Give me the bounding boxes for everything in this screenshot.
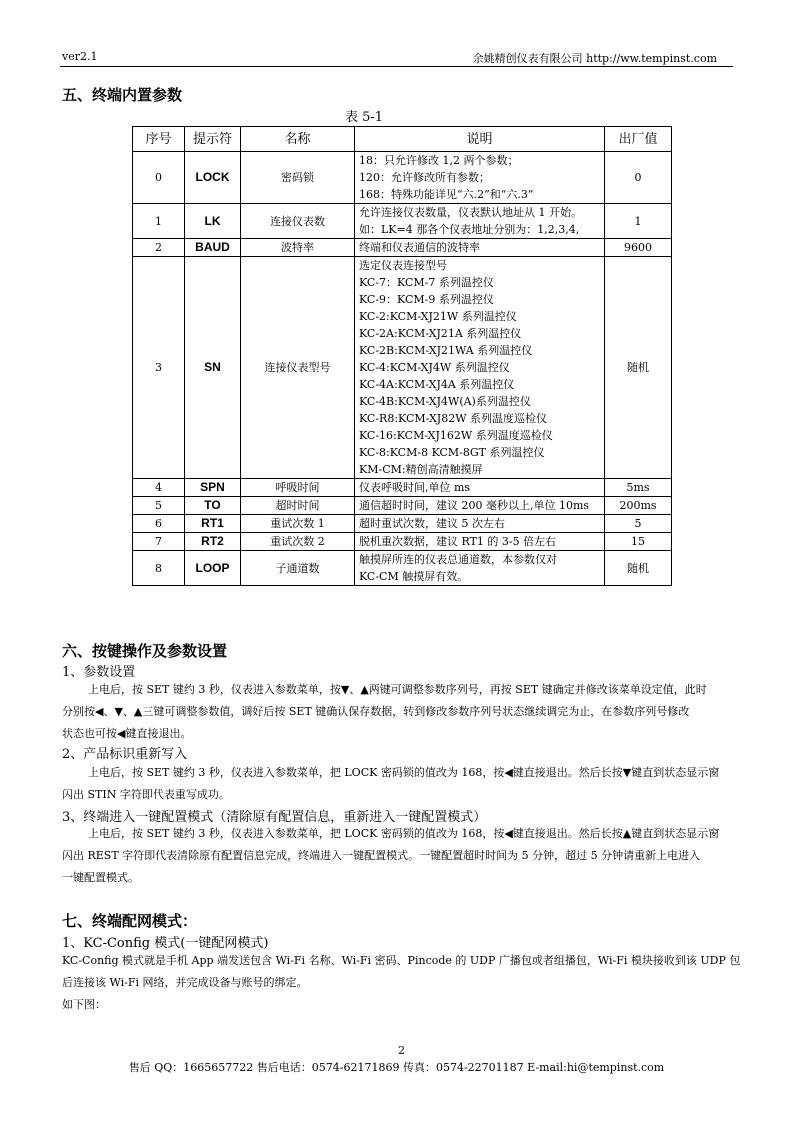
table-row [133,152,672,204]
table-caption: 表 5-1 [345,110,384,125]
table-row [133,551,672,586]
paragraph-line: 闪出 STIN 字符即代表重写成功。 [62,788,230,801]
cell-no: 6 [133,515,185,533]
cell-desc [355,515,605,533]
table-body [133,152,672,586]
paragraph-line: 上电后，按 SET 键约 3 秒，仪表进入参数菜单，按▼、▲两键可调整参数序列号，再按 SET 键确定并修改该菜单设定值，此时 [88,683,707,696]
desc-line: KC-9：KCM-9 系列温控仪 [359,293,494,306]
col-header-no: 序号 [133,127,185,152]
cell-desc [355,551,605,586]
desc-line: 如：LK=4 那各个仪表地址分别为：1,2,3,4, [359,223,580,236]
desc-line: KC-16:KCM-XJ162W 系列温度巡检仪 [359,429,553,442]
cell-default: 9600 [605,239,672,257]
desc-line: KC-2:KCM-XJ21W 系列温控仪 [359,310,517,323]
parameter-table [132,126,672,586]
section6-sub2: 2、产品标识重新写入 [62,747,188,762]
cell-code: LOCK [185,152,241,204]
table-row [133,239,672,257]
desc-line: 仪表呼吸时间,单位 ms [359,481,471,494]
desc-line: 脱机重次数据，建议 RT1 的 3-5 倍左右 [359,535,557,548]
desc-line: KC-R8:KCM-XJ82W 系列温度巡检仪 [359,412,548,425]
desc-line: 允许连接仪表数量，仪表默认地址从 1 开始。 [359,206,582,219]
cell-code: SN [185,257,241,479]
section6-paragraph-1 [62,679,746,745]
cell-name: 波特率 [241,239,355,257]
cell-default: 随机 [605,551,672,586]
desc-line: KC-4A:KCM-XJ4A 系列温控仪 [359,378,515,391]
cell-name: 密码锁 [241,152,355,204]
cell-default: 0 [605,152,672,204]
cell-desc [355,239,605,257]
desc-line: 选定仪表连接型号 [359,259,447,272]
paragraph-line: 闪出 REST 字符即代表清除原有配置信息完成，终端进入一键配置模式。一键配置超时时间为 5 分钟，超过 5 分钟请重新上电进入 [62,849,701,862]
cell-desc [355,204,605,239]
table-row [133,479,672,497]
page-number: 2 [398,1044,405,1057]
paragraph-line: 如下图： [62,998,106,1011]
cell-no: 4 [133,479,185,497]
desc-line: KC-8:KCM-8 KCM-8GT 系列温控仪 [359,446,545,459]
table-row [133,204,672,239]
cell-no: 2 [133,239,185,257]
cell-no: 1 [133,204,185,239]
header-company-site: 余姚精创仪表有限公司 http://ww.tempinst.com [472,52,717,65]
desc-line: KC-2B:KCM-XJ21WA 系列温控仪 [359,344,533,357]
desc-line: 120：允许修改所有参数； [359,171,490,184]
section5-title: 五、终端内置参数 [62,86,183,104]
desc-line: 18：只允许修改 1,2 两个参数； [359,154,519,167]
cell-code: LK [185,204,241,239]
cell-no: 0 [133,152,185,204]
col-header-desc: 说明 [355,127,605,152]
cell-name: 超时时间 [241,497,355,515]
cell-code: SPN [185,479,241,497]
desc-line: 通信超时时间，建议 200 毫秒以上,单位 10ms [359,499,590,512]
cell-code: RT2 [185,533,241,551]
table-row [133,515,672,533]
cell-name: 重试次数 2 [241,533,355,551]
table-row [133,533,672,551]
header-divider [60,66,733,67]
cell-code: BAUD [185,239,241,257]
paragraph-line: 上电后，按 SET 键约 3 秒，仪表进入参数菜单，把 LOCK 密码锁的值改为 168，按◀键直接退出。然后长按▼键直到状态显示窗 [88,766,720,779]
cell-desc [355,497,605,515]
desc-line: 终端和仪表通信的波特率 [359,241,480,254]
cell-default: 1 [605,204,672,239]
cell-desc [355,152,605,204]
desc-line: KM-CM:精创高清触摸屏 [359,463,483,476]
header-version: ver2.1 [62,50,98,63]
section6-sub3: 3、终端进入一键配置模式（清除原有配置信息，重新进入一键配置模式） [62,810,487,825]
cell-desc [355,479,605,497]
col-header-name: 名称 [241,127,355,152]
section6-title: 六、按键操作及参数设置 [62,642,228,660]
paragraph-line: 上电后，按 SET 键约 3 秒，仪表进入参数菜单，把 LOCK 密码锁的值改为 168，按◀键直接退出。然后长按▲键直到状态显示窗 [88,827,720,840]
cell-name: 连接仪表型号 [241,257,355,479]
section6-paragraph-2 [62,762,746,806]
desc-line: KC-4B:KCM-XJ4W(A)系列温控仪 [359,395,531,408]
desc-line: KC-4:KCM-XJ4W 系列温控仪 [359,361,510,374]
table-row [133,257,672,479]
cell-code: RT1 [185,515,241,533]
cell-code: TO [185,497,241,515]
cell-desc [355,533,605,551]
paragraph-line: 状态也可按◀键直接退出。 [62,727,192,740]
cell-no: 7 [133,533,185,551]
cell-default: 15 [605,533,672,551]
cell-default: 随机 [605,257,672,479]
paragraph-line: KC-Config 模式就是手机 App 端发送包含 Wi-Fi 名称、Wi-Fi 密码、Pincode 的 UDP 广播包或者组播包，Wi-Fi 模块接收到该 UDP 包 [62,954,741,967]
cell-name: 呼吸时间 [241,479,355,497]
cell-default: 200ms [605,497,672,515]
cell-name: 子通道数 [241,551,355,586]
section7-sub1: 1、KC-Config 模式(一键配网模式) [62,936,269,951]
section6-sub1: 1、参数设置 [62,665,136,680]
section7-title: 七、终端配网模式： [62,912,198,930]
cell-name: 重试次数 1 [241,515,355,533]
cell-no: 8 [133,551,185,586]
cell-no: 3 [133,257,185,479]
paragraph-line: 后连接该 Wi-Fi 网络，并完成设备与账号的绑定。 [62,976,308,989]
desc-line: 触摸屏所连的仪表总通道数，本参数仅对 [359,553,557,566]
col-header-code: 提示符 [185,127,241,152]
paragraph-line: 一键配置模式。 [62,871,139,884]
desc-line: KC-CM 触摸屏有效。 [359,570,469,583]
paragraph-line: 分别按◀、▼、▲三键可调整参数值，调好后按 SET 键确认保存数据，转到修改参数序列号状态继续调完为止，在参数序列号修改 [62,705,690,718]
cell-no: 5 [133,497,185,515]
desc-line: KC-7：KCM-7 系列温控仪 [359,276,494,289]
desc-line: 168：特殊功能详见“六.2”和“六.3” [359,188,534,201]
footer-contact: 售后 QQ：1665657722 售后电话：0574-62171869 传真：0574-22701187 E-mail:hi@tempinst.com [128,1061,665,1074]
desc-line: 超时重试次数，建议 5 次左右 [359,517,505,530]
section7-paragraph-1 [62,950,746,1016]
cell-code: LOOP [185,551,241,586]
cell-name: 连接仪表数 [241,204,355,239]
col-header-default: 出厂值 [605,127,672,152]
cell-desc [355,257,605,479]
table-header-row [133,127,672,152]
cell-default: 5 [605,515,672,533]
cell-default: 5ms [605,479,672,497]
table-row [133,497,672,515]
section6-paragraph-3 [62,823,746,889]
desc-line: KC-2A:KCM-XJ21A 系列温控仪 [359,327,522,340]
